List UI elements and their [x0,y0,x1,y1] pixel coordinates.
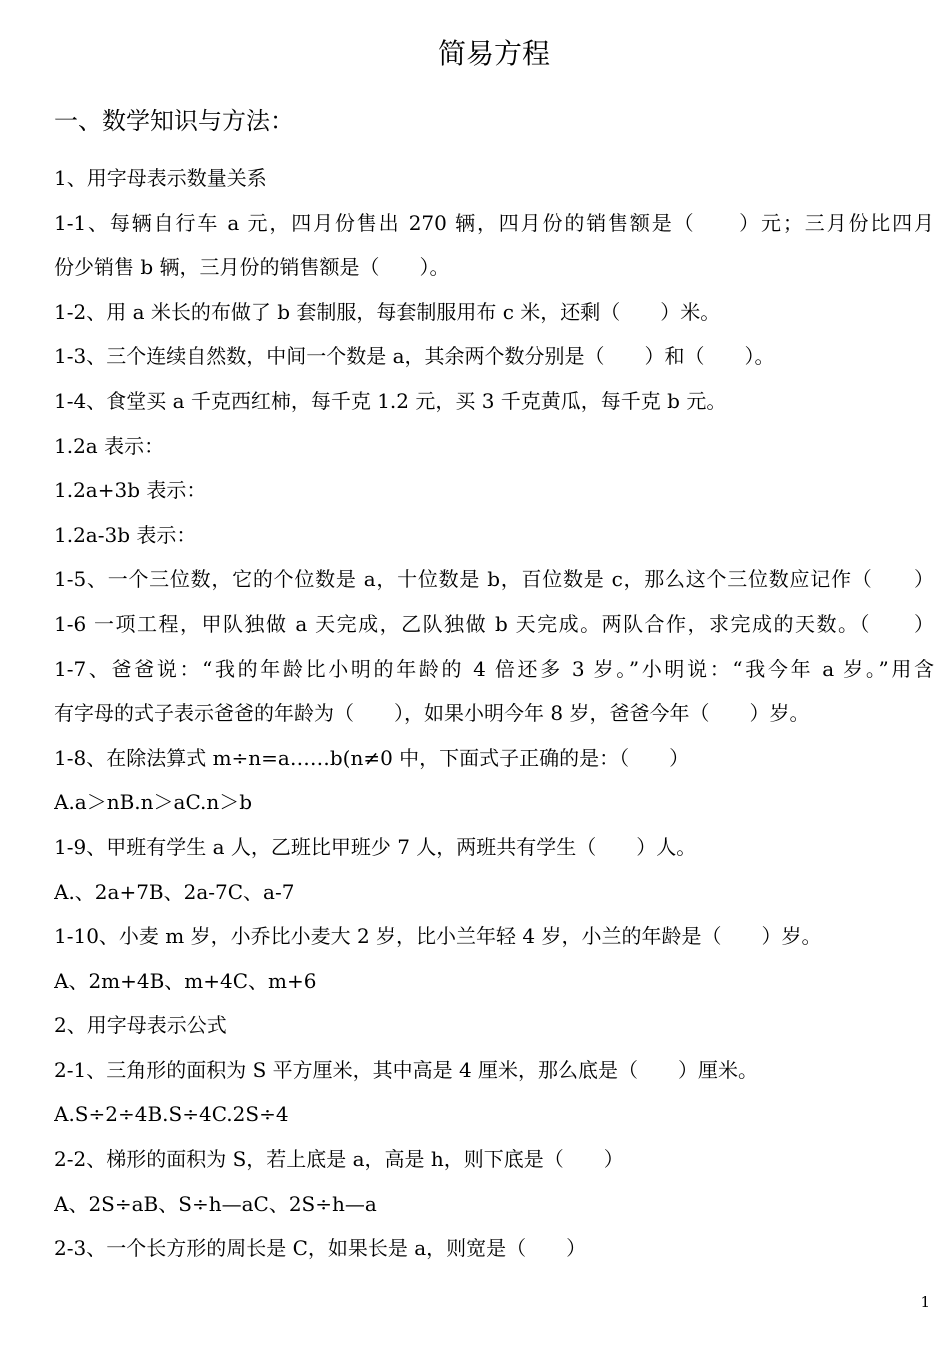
question-list [54,156,934,1271]
question-line: 1-8、在除法算式 m÷n=a……b(n≠0 中，下面式子正确的是：（ ） [54,745,690,770]
answer-options: A、2S÷aB、S÷h—aC、2S÷h—a [54,1191,377,1216]
question-line: 1-6 一项工程，甲队独做 a 天完成，乙队独做 b 天完成。两队合作，求完成的天数。（ ） [54,611,934,636]
question-line: 1-2、用 a 米长的布做了 b 套制服，每套制服用布 c 米，还剩（ ）米。 [54,299,721,324]
question-line: 1-5、一个三位数，它的个位数是 a，十位数是 b，百位数是 c，那么这个三位数应记作（ ） [54,567,934,592]
question-line: 1-3、三个连续自然数，中间一个数是 a，其余两个数分别是（ ）和（ ）。 [54,344,775,369]
page-title: 简易方程 [437,37,550,70]
section-heading: 一、数学知识与方法： [54,107,294,135]
answer-options: A.、2a+7B、2a-7C、a-7 [54,879,295,904]
question-line: 2-2、梯形的面积为 S，若上底是 a，高是 h，则下底是（ ） [54,1147,624,1172]
answer-options: A.S÷2÷4B.S÷4C.2S÷4 [54,1102,289,1127]
answer-options: A.a＞nB.n＞aC.n＞b [54,790,253,815]
answer-prompt: 1.2a+3b 表示： [54,478,207,503]
question-line: 1-9、甲班有学生 a 人，乙班比甲班少 7 人，两班共有学生（ ）人。 [54,834,697,859]
answer-prompt: 1.2a 表示： [54,433,165,458]
page-number: 1 [920,1293,930,1311]
question-line: 1-1、每辆自行车 a 元，四月份售出 270 辆，四月份的销售额是（ ）元；三月份比四月 [54,210,934,235]
question-line: 2-3、一个长方形的周长是 C，如果长是 a，则宽是（ ） [54,1236,587,1261]
question-line: 有字母的式子表示爸爸的年龄为（ ），如果小明今年 8 岁，爸爸今年（ ）岁。 [54,701,810,726]
answer-prompt: 1.2a-3b 表示： [54,522,197,547]
question-line: 2-1、三角形的面积为 S 平方厘米，其中高是 4 厘米，那么底是（ ）厘米。 [54,1057,759,1082]
question-line: 1-7、爸爸说：“我的年龄比小明的年龄的 4 倍还多 3 岁。”小明说：“我今年 a 岁。”用含 [54,656,934,681]
answer-options: A、2m+4B、m+4C、m+6 [54,968,317,993]
question-line: 1-10、小麦 m 岁，小乔比小麦大 2 岁，比小兰年轻 4 岁，小兰的年龄是（ ）岁。 [54,924,822,949]
subsection-heading: 2、用字母表示公式 [54,1013,227,1038]
question-line: 1-4、食堂买 a 千克西红柿，每千克 1.2 元，买 3 千克黄瓜，每千克 b 元。 [54,388,727,413]
question-line: 份少销售 b 辆，三月份的销售额是（ ）。 [54,255,450,280]
subsection-heading: 1、用字母表示数量关系 [54,166,267,190]
